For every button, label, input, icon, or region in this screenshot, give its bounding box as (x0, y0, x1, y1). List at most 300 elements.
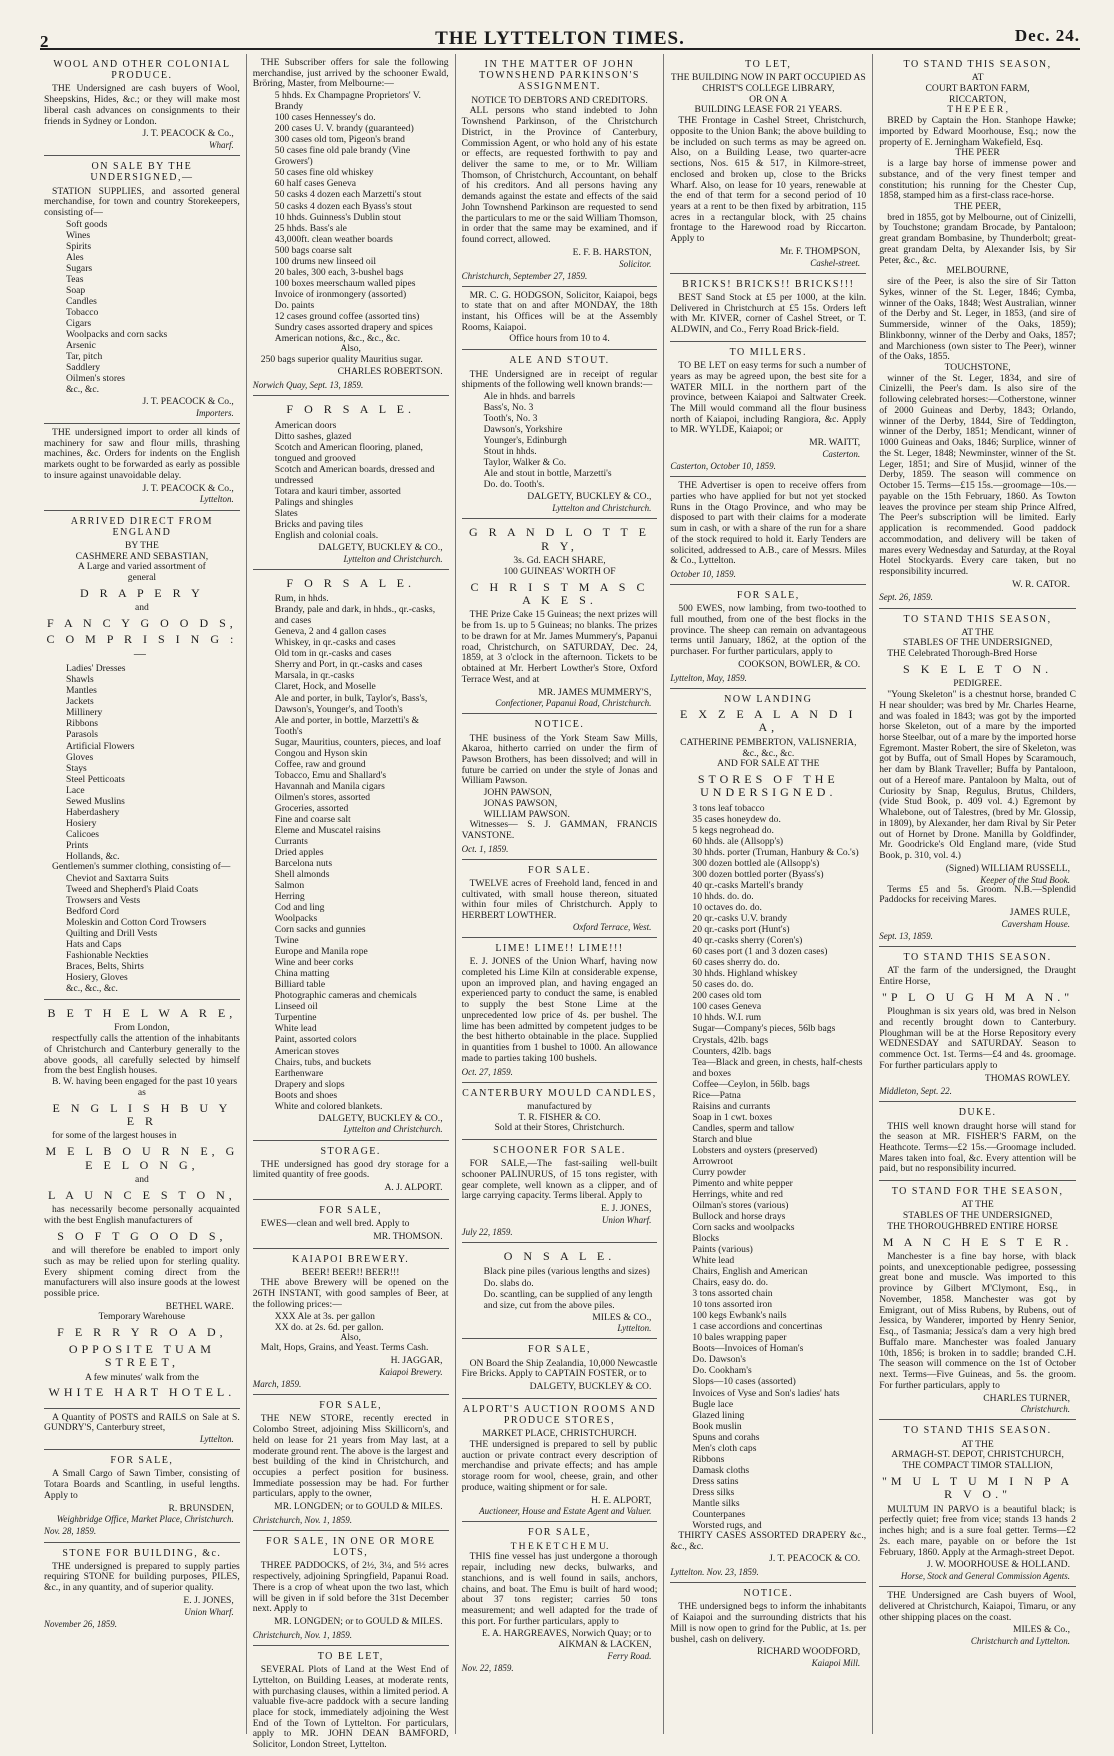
ad-body: THE Undersigned are Cash buyers of Wool, delivered at Christchurch, Kaiapoi, Timaru, or any other shipping places on the coast. (879, 1590, 1076, 1623)
list-item: Ditto sashes, glazed (274, 430, 352, 442)
list-item: 200 cases old tom (692, 990, 762, 1002)
masthead (40, 24, 1080, 50)
ad-body: STATION SUPPLIES, and assorted general merchandise, for town and country Storekeepers, consisting of— (44, 185, 240, 218)
list-item: Millinery (66, 707, 103, 719)
list-item: Fine and coarse salt (274, 813, 351, 825)
ad-signature: J. T. PEACOCK & Co., (142, 482, 234, 494)
list-item: Bass's, No. 3 (483, 402, 534, 414)
ad-body: THE Celebrated Thorough-Bred Horse (887, 648, 1038, 660)
ad-body: ALL persons who stand indebted to John Townshend Parkinson, of the Christchurch District, in the Province of Canterbury, Commission Agent, or who hold any of his estate or effects, are requested forthwith to pay and deliver the same to me, or to Mr. William Thomson, of Christchurch, Accountant, on behalf of his creditors. And all persons having any demands against the estate and effects of the said John Townshend Parkinson are requested to send the particulars to me or the said William Thomson, in order that the same may be examined, and if found correct, allowed. (461, 105, 658, 246)
advertisement (879, 54, 1076, 609)
ad-line: Temporary Warehouse (98, 1311, 186, 1323)
ad-display-line: WHITE HART HOTEL. (48, 1385, 236, 1400)
list-item: Parasols (66, 729, 98, 741)
list-item: 100 cases Geneva (692, 1001, 762, 1013)
list-item: Sewed Muslins (66, 795, 125, 807)
ad-address: Casterton. (822, 448, 861, 459)
ad-line: AT THE (961, 1438, 994, 1450)
ad-date: Oct. 1, 1859. (461, 843, 509, 854)
list-item: Chairs, tubs, and buckets (274, 1056, 371, 1068)
list-item: Ale in hhds. and barrels (483, 391, 575, 403)
list-item: 20 bales, 300 each, 3-bushel bags (274, 266, 404, 278)
list-item: Boots and shoes (274, 1089, 338, 1101)
list-item: Trowsers and Vests (66, 894, 141, 906)
ad-display-line: L A U N C E S T O N, (48, 1187, 236, 1202)
advertisement (670, 585, 866, 689)
list-item: White lead (692, 1255, 735, 1267)
ad-line: AT (971, 72, 984, 84)
advertisement (670, 274, 866, 342)
ad-signature: MR. LONGDEN; or to GOULD & MILES. (274, 1501, 443, 1513)
list-item: Jackets (66, 696, 94, 708)
list-item: Book muslin (692, 1420, 742, 1432)
list-item: Raisins and currants (692, 1100, 771, 1112)
list-item: Arsenic (66, 340, 96, 352)
ad-body: winner of the St. Leger, 1834, and sire of Cinizelli, the Peer's dam. Is also sire of the following celebrated horses:—Cotherstone, winner of 2000 Guineas and Derby, 1843; Orlando, winner of the Derby, 1844, Sire of Teddington, winner of the Derby, 1851; Mendicant, winner of 1000 Guineas and Oaks, 1846; Surplice, winner of the St. Leger, 1848; Newminster, winner of the St. Leger, 1851; and Sire of Musjid, winner of the Derby, 1859. The season will commence on October 15. Terms—£15 15s.—groomage—10s.—payable on the 15th February, 1860. As Towton leaves the province per steam ship Prince Alfred, The Peer's subscription will be limited. Early application is recommended. Good paddock accommodation, and delivery will be taken of mares every Wednesday and Saturday, at the Royal Hotel Stockyards. Every care taken, but no responsibility incurred. (879, 372, 1076, 577)
column-1 (38, 54, 247, 1734)
ad-heading: FOR SALE, IN ONE OR MORE LOTS, (266, 1535, 436, 1559)
ad-signature: E. A. HARGREAVES, Norwich Quay; or to AIKMAN & LACKEN, (481, 1628, 652, 1651)
list-item: Dried apples (274, 846, 324, 858)
column-3 (456, 54, 665, 1734)
ad-display-line: O N S A L E. (503, 1249, 616, 1264)
list-item: Sherry and Port, in qr.-casks and cases (274, 659, 423, 671)
ad-signature: BETHEL WARE. (165, 1300, 234, 1312)
ad-heading: FOR SALE. (528, 864, 591, 876)
ad-body: SEVERAL Plots of Land at the West End of Lyttelton, on Building Leases, at moderate rents, with purchasing clauses, within a limited period. A valuable five-acre paddock with a secure landing place for stock, immediately adjoining the West End of the Town of Lyttelton. For particulars, apply to MR. JOHN DEAN BAMFORD, Solicitor, London Street, Lyttelton. (252, 1664, 449, 1751)
ad-signature: H. JAGGAR, (390, 1355, 443, 1367)
ad-heading: TO BE LET, (317, 1650, 384, 1662)
advertisement (462, 54, 658, 287)
ad-heading: FOR SALE, (319, 1204, 383, 1216)
ad-body: THE undersigned import to order all kinds of machinery for saw and flour mills, thrashing machines, &c. Orders for indents on the English markets ought to be forwarded as early as possible to insure against unavoidable delay. (44, 427, 240, 481)
list-item: Do. Dawson's (692, 1354, 746, 1366)
advertisement (462, 1243, 658, 1339)
ad-body: E. J. JONES of the Union Wharf, having now completed his Lime Kiln at considerable expense, upon an improved plan, and having engaged an experienced party to conduct the same, is enabled to supply the best Stone Lime at the unprecedented low price of 4s. per bushel. The lime has been admitted by competent judges to be the best hitherto obtainable in the place. Supplied in quantities from 1 bushel to 1000. An allowance made to parties taking 100 bushels. (461, 956, 658, 1064)
advertisement (462, 1140, 658, 1243)
ad-address: Keeper of the Stud Book. (980, 874, 1070, 885)
ad-connector: Also, (340, 342, 361, 354)
ad-body: "Young Skeleton" is a chestnut horse, branded C H near shoulder; was bred by Mr. Charles Hearne, and was foaled in 1843; was got by the imported horse Skeleton, out of a mare by the imported horse Steelbar, out of a mare by the imported horse Egremont. Master Robert, the sire of Skeleton, was got by Buffa, out of Small Hopes by Scaramouch, her dam by Blank Traveller; Buffa by Pantaloon, out of a Hereof mare. Pantaloon by Malta, out of Curiosity by Snap, Regulus, Brutus, Childers, (vide Stud Book, p. 409 vol. 4.) Egremont by Whalebone, out of Talestres, (bred by Mr. Glossip, in 1809), by Alexander, her dam Rival by Sir Peter out of Hornet by Drone. Manilla by Goldfinder, Mr. Goodricke's Old England mare, (vide Stud Book, p. 310, vol. 4.) (879, 689, 1076, 862)
ad-body: THIS well known draught horse will stand for the season at MR. FISHER'S FARM, on the Heathcote. Terms—£2 15s.—Groomage included. Mares taken into foal, &c. Every attention will be paid, but no responsibility incurred. (879, 1120, 1076, 1175)
ad-heading: TO STAND THIS SEASON. (903, 1425, 1052, 1437)
list-item: 10 hhds. W.I. rum (692, 1012, 762, 1024)
list-item: Scotch and American boards, dressed and undressed (274, 463, 435, 486)
list-item: Sugar—Company's pieces, 56lb bags (692, 1023, 836, 1035)
ad-body: BRED by Captain the Hon. Stanhope Hawke; imported by Edward Moorhouse, Esq.; now the property of E. Jerningham Wakefield, Esq. (879, 115, 1076, 148)
ad-body: AT the farm of the undersigned, the Draught Entire Horse, (879, 965, 1076, 987)
ad-line: STABLES OF THE UNDERSIGNED, (902, 1210, 1053, 1222)
list-item: 100 boxes meerschaum walled pipes (274, 277, 416, 289)
list-item: Wine and beer corks (274, 957, 354, 969)
ad-address: Ferry Road. (607, 1650, 652, 1661)
ad-line: OR ON A (749, 93, 788, 105)
ad-address: Kaiapoi Mill. (811, 1658, 861, 1669)
ad-heading: FOR SALE, (319, 1400, 383, 1412)
ad-date: Norwich Quay, Sept. 13, 1859. (252, 380, 364, 391)
ad-line: NOTICE TO DEBTORS AND CREDITORS. (471, 94, 648, 106)
list-item: Bugle lace (692, 1398, 734, 1410)
ad-body: Terms £5 and 5s. Groom. N.B.—Splendid Paddocks for receiving Mares. (879, 883, 1076, 906)
list-item: 5 kegs negrohead do. (692, 824, 774, 836)
ad-signature: DALGETY, BUCKLEY & CO., (318, 541, 443, 553)
list-item: 1 case accordions and concertinas (692, 1321, 823, 1333)
ad-line: ARMAGH-ST. DEPOT, CHRISTCHURCH, (891, 1449, 1064, 1461)
list-item: Cheviot and Saxtarra Suits (66, 872, 169, 884)
list-item: Ale and porter, in bottle, Marzetti's & Tooth's (274, 714, 419, 737)
ad-address: Importers. (196, 407, 234, 418)
columns (38, 54, 1082, 1751)
ad-line: CATHERINE PEMBERTON, VALISNERIA, (680, 736, 857, 748)
ad-body: Gentlemen's summer clothing, consisting of— (52, 860, 231, 872)
item-list (462, 787, 658, 820)
ad-heading: STONE FOR BUILDING, &c. (62, 1547, 222, 1559)
list-item: Teas (66, 273, 84, 285)
list-item: Ales (66, 251, 84, 263)
list-item: Havannah and Manila cigars (274, 780, 385, 792)
list-item: 40 qr.-casks Martell's brandy (692, 880, 804, 892)
column-2 (247, 54, 456, 1751)
ad-body: THE above Brewery will be opened on the 26TH INSTANT, with good samples of Beer, at the following prices:— (252, 1277, 449, 1310)
ad-body: TO BE LET on easy terms for such a number of years as may be agreed upon, the best site for a WATER MILL in the northern part of the province, between Kaiapoi and Saltwater Creek. The Mill would command all the flour business north of Kaiapoi, including Rangiora, &c. Apply to MR. WYLDE, Kaiapoi; or (670, 360, 867, 436)
list-item: WILLIAM PAWSON. (483, 809, 570, 821)
list-item: 30 hhds. Highland whiskey (692, 968, 798, 980)
ad-line: BEER! BEER!! BEER!!! (301, 1266, 400, 1278)
newspaper-title: THE LYTTELTON TIMES. (435, 28, 685, 49)
advertisement (879, 1420, 1076, 1587)
ad-line: PEDIGREE. (953, 678, 1002, 690)
list-item: Artificial Flowers (66, 740, 135, 752)
ad-heading: NOW LANDING (724, 693, 813, 705)
ad-heading: NOTICE. (743, 1588, 794, 1600)
list-item: Mantles (66, 685, 97, 697)
ad-body: THREE PADDOCKS, of 2½, 3¼, and 5½ acres respectively, adjoining Springfield, Papanui Road. There is a crop of wheat upon the two last, which will be given in if sold before the 31st December next. Apply to (252, 1560, 449, 1615)
ad-signature: DALGETY, BUCKLEY & CO., (318, 1112, 443, 1124)
ad-date: Casterton, October 10, 1859. (670, 461, 776, 472)
ad-display-line: F O R S A L E. (286, 402, 415, 417)
ad-body: 250 bags superior quality Mauritius sugar. (260, 353, 423, 365)
ad-line: MELBOURNE, (946, 265, 1009, 277)
ad-date: March, 1859. (252, 1379, 302, 1390)
list-item: Hats and Caps (66, 938, 122, 950)
ad-heading: FOR SALE, (110, 1455, 174, 1467)
list-item: 50 cases fine old pale brandy (Vine Growers') (274, 145, 411, 168)
ad-body: B. W. having been engaged for the past 10 years (52, 1076, 238, 1088)
ad-signature: MR. JAMES MUMMERY'S, (538, 686, 652, 698)
ad-body: EWES—clean and well bred. Apply to (260, 1218, 410, 1230)
advertisement (879, 1102, 1076, 1181)
list-item: Slates (274, 507, 298, 519)
advertisement (462, 519, 658, 714)
issue-date: Dec. 24. (1014, 26, 1080, 45)
ad-date: Oct. 27, 1859. (461, 1066, 513, 1077)
list-item: JONAS PAWSON, (483, 798, 558, 810)
ad-signature: E. F. B. HARSTON, (572, 246, 652, 258)
advertisement (879, 1181, 1076, 1420)
list-item: Scotch and American flooring, planed, tongued and grooved (274, 441, 423, 464)
list-item: Oilmen's stores, assorted (274, 791, 371, 803)
page-number: 2 (40, 32, 49, 51)
list-item: Woolpacks (274, 913, 318, 925)
list-item: Twine (274, 935, 299, 947)
advertisement (670, 342, 866, 477)
advertisement (462, 938, 658, 1083)
advertisement (44, 511, 240, 1000)
column-5 (873, 54, 1082, 1734)
list-item: Bullock and horse drays (692, 1211, 786, 1223)
list-item: 3 tons leaf tobacco (692, 802, 765, 814)
list-item: 5 hhds. Ex Champagne Proprietors' V. Brandy (274, 90, 421, 113)
list-item: Drapery and slops (274, 1078, 345, 1090)
advertisement (462, 714, 658, 860)
ad-line: MARKET PLACE, CHRISTCHURCH. (482, 1428, 637, 1440)
ad-display-line: B E T H E L W A R E, (47, 1005, 237, 1020)
ad-line: THE COMPACT TIMOR STALLION, (902, 1460, 1053, 1472)
advertisement (462, 287, 658, 351)
ad-body: THE Prize Cake 15 Guineas; the next prizes will be from 1s. up to 5 Guineas; no blanks. The prizes to be drawn for at Mr. James Mummery's, Papanui road, Christchurch, on SATURDAY, Dec. 24, 1859, at 3 o'clock in the afternoon. Tickets to be obtained at Mr. Herbert Lowther's Store, Oxford Terrace West, and at (461, 609, 658, 685)
list-item: 300 cases old tom, Pigeon's brand (274, 134, 405, 146)
ad-address: Weighbridge Office, Market Place, Christchurch. (56, 1514, 234, 1525)
ad-display-line: STORES OF THE UNDERSIGNED. (697, 771, 839, 800)
ad-line: Sold at their Stores, Christchurch. (494, 1122, 625, 1134)
ad-address: Kaiapoi Brewery. (379, 1366, 443, 1377)
ad-connector: and (134, 1174, 149, 1185)
list-item: 12 cases ground coffee (assorted tins) (274, 310, 420, 322)
ad-address: Cashel-street. (810, 257, 861, 268)
ad-date: November 26, 1859. (44, 1618, 117, 1629)
list-item: 35 cases honeydew do. (692, 813, 781, 825)
list-item: China matting (274, 968, 330, 980)
list-item: Brandy, pale and dark, in hhds., qr.-casks, and cases (274, 604, 436, 627)
ad-display-line: F A N C Y G O O D S, (46, 615, 237, 630)
list-item: 10 hhds. Guinness's Dublin stout (274, 211, 401, 223)
ad-signature: MR. THOMSON. (373, 1230, 443, 1242)
ad-signature: W. R. CATOR. (1012, 578, 1070, 590)
ad-address: Lyttelton. (199, 494, 234, 505)
advertisement (462, 1339, 658, 1398)
list-item: 500 bags coarse salt (274, 244, 352, 256)
list-item: 10 tons assorted iron (692, 1299, 773, 1311)
ad-signature: DALGETY, BUCKLEY & CO., (527, 491, 652, 503)
ad-signature: DALGETY, BUCKLEY & CO. (529, 1381, 652, 1393)
advertisement (253, 1249, 449, 1396)
advertisement (462, 1522, 658, 1678)
list-item: Men's cloth caps (692, 1442, 757, 1454)
ad-heading: FOR SALE, (528, 1527, 591, 1539)
ad-heading: FOR SALE, (528, 1344, 591, 1356)
advertisement (879, 1587, 1076, 1651)
ad-heading: ARRIVED DIRECT FROM ENGLAND (70, 515, 213, 538)
ad-heading: NOTICE. (534, 719, 585, 731)
list-item: Tobacco (66, 306, 99, 318)
ad-body: THE Frontage in Cashel Street, Christchurch, opposite to the Union Bank; the above building to be included on such terms as may be agreed on. Also, on a Building Lease, two quarter-acre sections, Nos. 615 & 517, in Kilmore-street, enclosed and broken up, close to the Bricks Wharf. Also, on lease for 10 years, renewable at the end of that term for a second period of 10 years at a rent to be then fixed by arbitration, 115 acres in a rectangular block, with 25 chains frontage to the Harewood road by Riccarton. Apply to (670, 115, 867, 245)
list-item: Herrings, white and red (692, 1188, 783, 1200)
list-item: Billiard table (274, 979, 326, 991)
list-item: Boots—Invoices of Homan's (692, 1343, 804, 1355)
list-item: Eleme and Muscatel raisins (274, 824, 381, 836)
list-item: 40 qr.-casks sherry (Coren's) (692, 935, 803, 947)
ad-body: THE undersigned is prepared to supply parties requiring STONE for building purposes, PILES, &c., in any quantity, and of superior quality. (44, 1560, 240, 1594)
list-item: Groceries, assorted (274, 802, 349, 814)
list-item: Curry powder (692, 1166, 746, 1178)
ad-display-line: D R A P E R Y (80, 585, 204, 600)
ad-signature: RICHARD WOODFORD, (756, 1646, 861, 1658)
list-item: Do. scantling, can be supplied of any length and size, cut from the above piles. (483, 1288, 653, 1311)
ad-signature: R. BRUNSDEN, (168, 1502, 234, 1514)
advertisement (253, 1395, 449, 1531)
list-item: 300 dozen bottled porter (Byass's) (692, 869, 824, 881)
ad-date: Sept. 13, 1859. (879, 930, 933, 941)
list-item: 60 cases sherry do. do. (692, 957, 780, 969)
advertisement (253, 1646, 449, 1756)
ad-signature: E. J. JONES, (183, 1594, 234, 1606)
ad-address: Christchurch and Lyttelton. (970, 1636, 1070, 1647)
list-item: Salmon (274, 880, 305, 892)
list-item: 100 kegs Ewbank's nails (692, 1310, 787, 1322)
list-item: &c., &c., &c. (66, 982, 118, 994)
list-item: Hosiery, Gloves (66, 971, 128, 983)
advertisement (670, 477, 866, 585)
ad-display-line: C H R I S T M A S C A K E S. (470, 579, 649, 607)
list-item: Palings and shingles (274, 496, 354, 508)
list-item: 100 cases Hennessey's do. (274, 112, 376, 124)
ad-address: Lyttelton. (617, 1323, 652, 1334)
list-item: Woolpacks and corn sacks (66, 329, 168, 341)
list-item: Prints (66, 839, 89, 851)
ad-body: TWELVE acres of Freehold land, fenced in and cultivated, with small house thereon, situated within four miles of Christchurch. Apply to HERBERT LOWTHER. (461, 878, 658, 922)
ad-heading: BRICKS! BRICKS!! BRICKS!!! (682, 278, 855, 290)
list-item: Dress satins (692, 1475, 739, 1487)
ad-signature: (Signed) WILLIAM RUSSELL, (945, 862, 1070, 874)
ad-line: 3s. Gd. EACH SHARE, (513, 555, 606, 567)
list-item: Younger's, Edinburgh (483, 435, 567, 447)
list-item: Pimento and white pepper (692, 1177, 793, 1189)
ad-body: THE NEW STORE, recently erected in Colombo Street, adjoining Miss Skillicorn's, and held on lease for 21 years from May last, at a moderate ground rent. The above is the largest and best building of the kind in Christchurch, and occupies a perfect position for business. Immediate possession may be had. For further particulars, apply to the owner, (252, 1413, 449, 1500)
list-item: 100 drums new linseed oil (274, 255, 377, 267)
ad-heading: TO STAND THIS SEASON. (903, 952, 1052, 963)
ad-signature: J. T. PEACOCK & Co., (142, 128, 234, 140)
advertisement (879, 947, 1076, 1102)
ad-address: Lyttelton and Christchurch. (343, 553, 443, 564)
ad-signature: J. W. MOORHOUSE & HOLLAND. (926, 1559, 1070, 1571)
list-item: Sugar, Mauritius, counters, pieces, and loaf (274, 736, 441, 748)
ad-body: BEST Sand Stock at £5 per 1000, at the kiln. Delivered in Christchurch at £5 15s. Orders left with Mr. KIVER, corner of Cashel Street, or T. ALDWIN, and Co., Ferry Road Brick-field. (670, 291, 867, 336)
list-item: Linseed oil (274, 1001, 318, 1013)
list-item: Candles (66, 295, 97, 307)
ad-signature: CHARLES ROBERTSON. (337, 366, 443, 378)
ad-body: THE business of the York Steam Saw Mills, Akaroa, hitherto carried on under the firm of Pawson Brothers, has been dissolved; and will in future be carried on under the style of Jonas and William Pawson. (461, 732, 658, 787)
ad-line: AT THE (961, 626, 994, 638)
list-item: 60 hhds. ale (Allsopp's) (692, 835, 784, 847)
list-item: Soft goods (66, 218, 108, 230)
item-list (670, 803, 866, 1531)
list-item: Calicoes (66, 828, 100, 840)
ad-heading: TO MILLERS. (729, 346, 807, 358)
list-item: Barcelona nuts (274, 857, 333, 869)
ad-heading: ON SALE BY THE UNDERSIGNED,— (90, 161, 194, 184)
ad-body: FOR SALE,—The fast-sailing well-built schooner PALINURUS, of 15 tons register, with gear complete, well known as a clipper, and of large carrying capacity. Terms liberal. Apply to (461, 1158, 658, 1202)
list-item: Corn sacks and woolpacks (692, 1222, 795, 1234)
ad-body: bred in 1855, got by Melbourne, out of Cinizelli, by Touchstone; grandam Brocade, by Pantaloon; great grandam Bombasine, by Thunderbolt; great-great grandam Delta, by Alexander Isis, by Sir Peter, &c., &c. (879, 211, 1076, 266)
ad-body: THE undersigned has good dry storage for a limited quantity of free goods. (252, 1158, 449, 1181)
list-item: Quilting and Drill Vests (66, 927, 158, 939)
ad-body: Manchester is a fine bay horse, with black points, and unexceptionable pedigree, possessing great bone and muscle. Was imported to this province by Gilbert M'Clymont, Esq., in November, 1858. Manchester was got by Emigrant, out of Miss Rubens, by Rubens, out of Jessica, by Wanderer, imported by Henry Senior, Esq., of Tasmania; Jessica's dam a very high bred Buffalo mare. Manchester was foaled January 10th, 1856; is broken in to saddle; branded C.H. The season will commence on the 1st of October next. Terms—Five Guineas, and 5s. the groom. For further particulars, apply to (879, 1251, 1076, 1391)
ad-line: manufactured by (527, 1100, 592, 1112)
ad-body: THE undersigned is prepared to sell by public auction or private contract every description of merchandise and private effects; and has ample storage room for wool, cheese, grain, and other produce, waiting shipment or for sale. (461, 1438, 658, 1493)
ad-line: CHRIST'S COLLEGE LIBRARY, (702, 82, 835, 94)
ad-address: Wharf. (209, 140, 234, 151)
list-item: Ale and porter, in bulk, Taylor's, Bass's, Dawson's, Younger's, and Tooth's (274, 692, 428, 715)
list-item: Ribbons (66, 718, 98, 730)
ad-address: Lyttelton and Christchurch. (552, 503, 652, 514)
list-item: Taylor, Walker & Co. (483, 457, 567, 469)
ad-line: AT THE (961, 1199, 994, 1211)
list-item: Steel Petticoats (66, 773, 125, 785)
list-item: Do. paints (274, 299, 315, 311)
list-item: Paint, assorted colors (274, 1034, 357, 1046)
ad-signature: Mr. F. THOMPSON, (779, 245, 861, 257)
ad-body: THE Advertiser is open to receive offers from parties who have applied for but not yet stocked Runs in the Otago Province, and who may be disposed to part with their claims for a moderate sum in cash, or with a share of the run for a share of the stock required to hold it. Early Tenders are solicited, addressed to A.B., care of Messrs. Miles & Co., Lyttelton. (670, 480, 867, 567)
list-item: Chairs, English and American (692, 1266, 808, 1278)
list-item: Do. do. Tooth's. (483, 479, 545, 491)
ad-signature: CHARLES TURNER, (983, 1392, 1070, 1404)
ad-display-line: F E R R Y R O A D, (57, 1325, 227, 1340)
list-item: Invoices of Vyse and Son's ladies' hats (692, 1387, 840, 1399)
list-item: Crystals, 42lb. bags (692, 1034, 769, 1046)
advertisement (670, 1583, 866, 1673)
ad-heading: CANTERBURY MOULD CANDLES, (462, 1087, 657, 1099)
list-item: Dress silks (692, 1486, 735, 1498)
list-item: XXX Ale at 3s. per gallon (274, 1310, 375, 1322)
list-item: Braces, Belts, Shirts (66, 960, 144, 972)
ad-date: Christchurch, Nov. 1, 1859. (252, 1514, 353, 1525)
advertisement (253, 1531, 449, 1646)
ad-body: MULTUM IN PARVO is a beautiful black; is perfectly quiet; free from vice; stands 13 hands 2 inches high; and is a sure foal getter. Terms—£2 2s. each mare, payable on or before the 1st February, 1860. Apply at the Armagh-street Depot. (879, 1503, 1076, 1558)
list-item: Sugars (66, 262, 93, 274)
list-item: Cod and ling (274, 902, 325, 914)
ad-line: A few minutes' walk from the (84, 1371, 199, 1383)
ad-body: A Quantity of POSTS and RAILS on Sale at S. GUNDRY'S, Canterbury street, (44, 1411, 240, 1434)
advertisement (44, 54, 240, 156)
list-item: Lace (66, 784, 85, 796)
ad-address: Christchurch. (1020, 1404, 1070, 1415)
list-item: Rice—Patna (692, 1089, 741, 1101)
list-item: Coffee—Ceylon, in 56lb. bags (692, 1078, 810, 1090)
ad-date: Christchurch, Nov. 1, 1859. (252, 1629, 353, 1640)
list-item: Tea—Black and green, in chests, half-chests and boxes (692, 1056, 863, 1079)
item-list (462, 1266, 658, 1310)
ad-date: Sept. 26, 1859. (879, 592, 933, 603)
list-item: Corn sacks and gunnies (274, 924, 366, 936)
advertisement (253, 396, 449, 570)
ad-line: CASHMERE AND SEBASTIAN, (75, 550, 209, 562)
list-item: Bricks and paving tiles (274, 518, 363, 530)
list-item: Ribbons (692, 1453, 725, 1465)
ad-body: Malt, Hops, Grains, and Yeast. Terms Cash. (260, 1342, 429, 1354)
list-item: Blocks (692, 1233, 720, 1245)
advertisement (879, 609, 1076, 947)
ad-connector: Also, (340, 1331, 361, 1343)
list-item: 50 cases do. do. (692, 979, 754, 991)
list-item: Moleskin and Cotton Cord Trowsers (66, 916, 207, 928)
list-item: American doors (274, 419, 337, 431)
item-list (253, 593, 449, 1111)
ad-heading: TO STAND FOR THE SEASON, (891, 1186, 1064, 1198)
ad-date: Middleton, Sept. 22. (879, 1086, 952, 1097)
list-item: 43,000ft. clean weather boards (274, 233, 393, 245)
list-item: Mantle silks (692, 1497, 740, 1509)
ad-display-line: S O F T G O O D S, (57, 1228, 227, 1243)
